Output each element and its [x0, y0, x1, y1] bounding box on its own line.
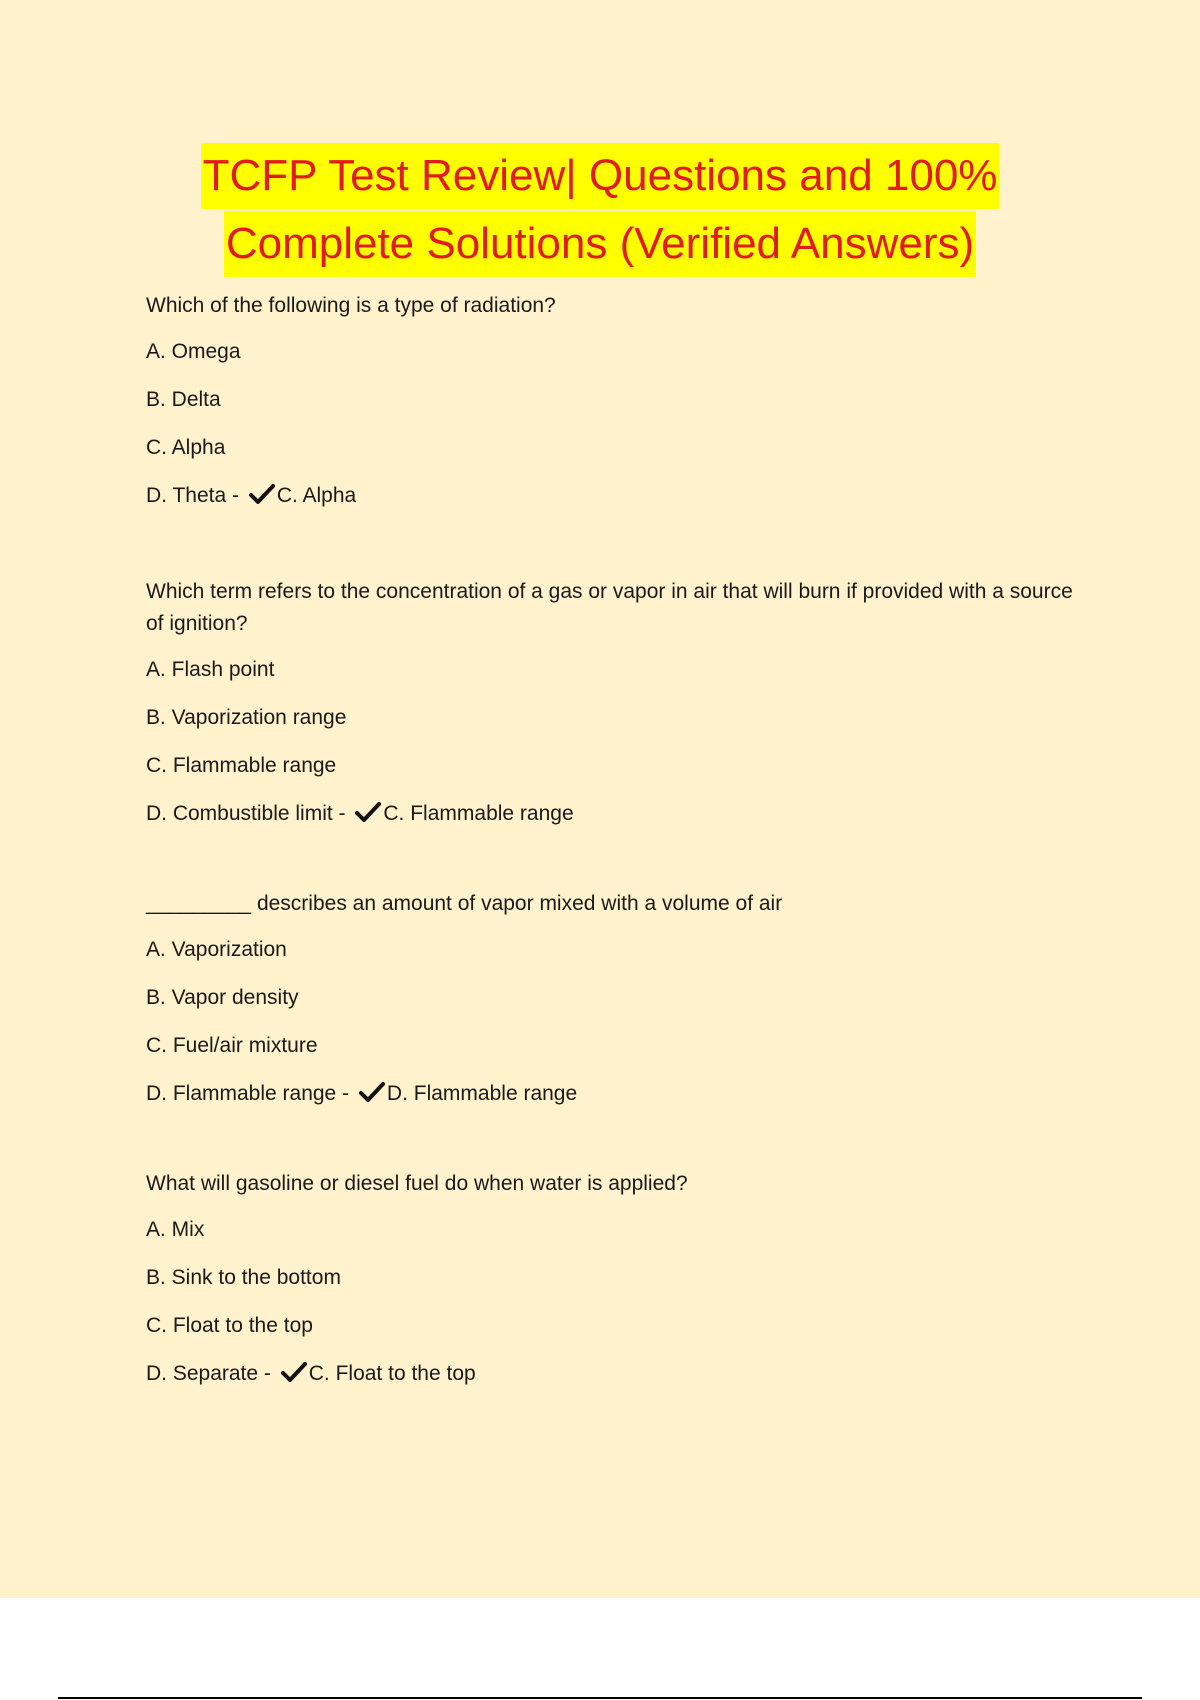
- check-icon: [359, 1081, 385, 1103]
- title-line-2: Complete Solutions (Verified Answers): [224, 211, 976, 277]
- page-title: [0, 143, 1200, 279]
- option-d: D. Theta -: [146, 484, 239, 507]
- option-b: B. Vaporization range: [146, 706, 347, 729]
- question-text: _________ describes an amount of vapor mixed with a volume of air: [146, 892, 783, 915]
- option-a: A. Omega: [146, 340, 241, 363]
- option-b: B. Delta: [146, 388, 221, 411]
- correct-answer: D. Flammable range: [386, 1082, 578, 1105]
- option-d-with-answer: [146, 1078, 1086, 1110]
- check-icon: [355, 801, 381, 823]
- option-c: C. Fuel/air mixture: [146, 1034, 318, 1057]
- option-a: A. Mix: [146, 1218, 205, 1241]
- question-1: [146, 290, 1086, 512]
- option-a: A. Vaporization: [146, 938, 287, 961]
- option-d-with-answer: [146, 1358, 1086, 1390]
- check-icon: [249, 483, 275, 505]
- correct-answer: C. Flammable range: [383, 802, 574, 825]
- option-c: C. Flammable range: [146, 754, 337, 777]
- question-3: [146, 888, 1086, 1110]
- option-b: B. Vapor density: [146, 986, 299, 1009]
- question-text: What will gasoline or diesel fuel do when water is applied?: [146, 1172, 688, 1195]
- option-d-with-answer: [146, 798, 1086, 830]
- question-text: Which of the following is a type of radiation?: [146, 294, 556, 317]
- correct-answer: C. Alpha: [276, 484, 357, 507]
- option-c: C. Alpha: [146, 436, 226, 459]
- option-d-with-answer: [146, 480, 1086, 512]
- option-a: A. Flash point: [146, 658, 275, 681]
- option-b: B. Sink to the bottom: [146, 1266, 341, 1289]
- option-d: D. Combustible limit -: [146, 802, 346, 825]
- question-2: [146, 576, 1086, 830]
- title-line-1: TCFP Test Review| Questions and 100%: [201, 143, 1000, 209]
- option-c: C. Float to the top: [146, 1314, 313, 1337]
- footer-divider: [58, 1697, 1142, 1699]
- correct-answer: C. Float to the top: [308, 1362, 476, 1385]
- question-text: Which term refers to the concentration of a gas or vapor in air that will burn if provided with a source of ignition?: [146, 580, 1073, 635]
- option-d: D. Flammable range -: [146, 1082, 350, 1105]
- question-list: [146, 290, 1086, 1390]
- option-d: D. Separate -: [146, 1362, 271, 1385]
- check-icon: [281, 1361, 307, 1383]
- question-4: [146, 1168, 1086, 1390]
